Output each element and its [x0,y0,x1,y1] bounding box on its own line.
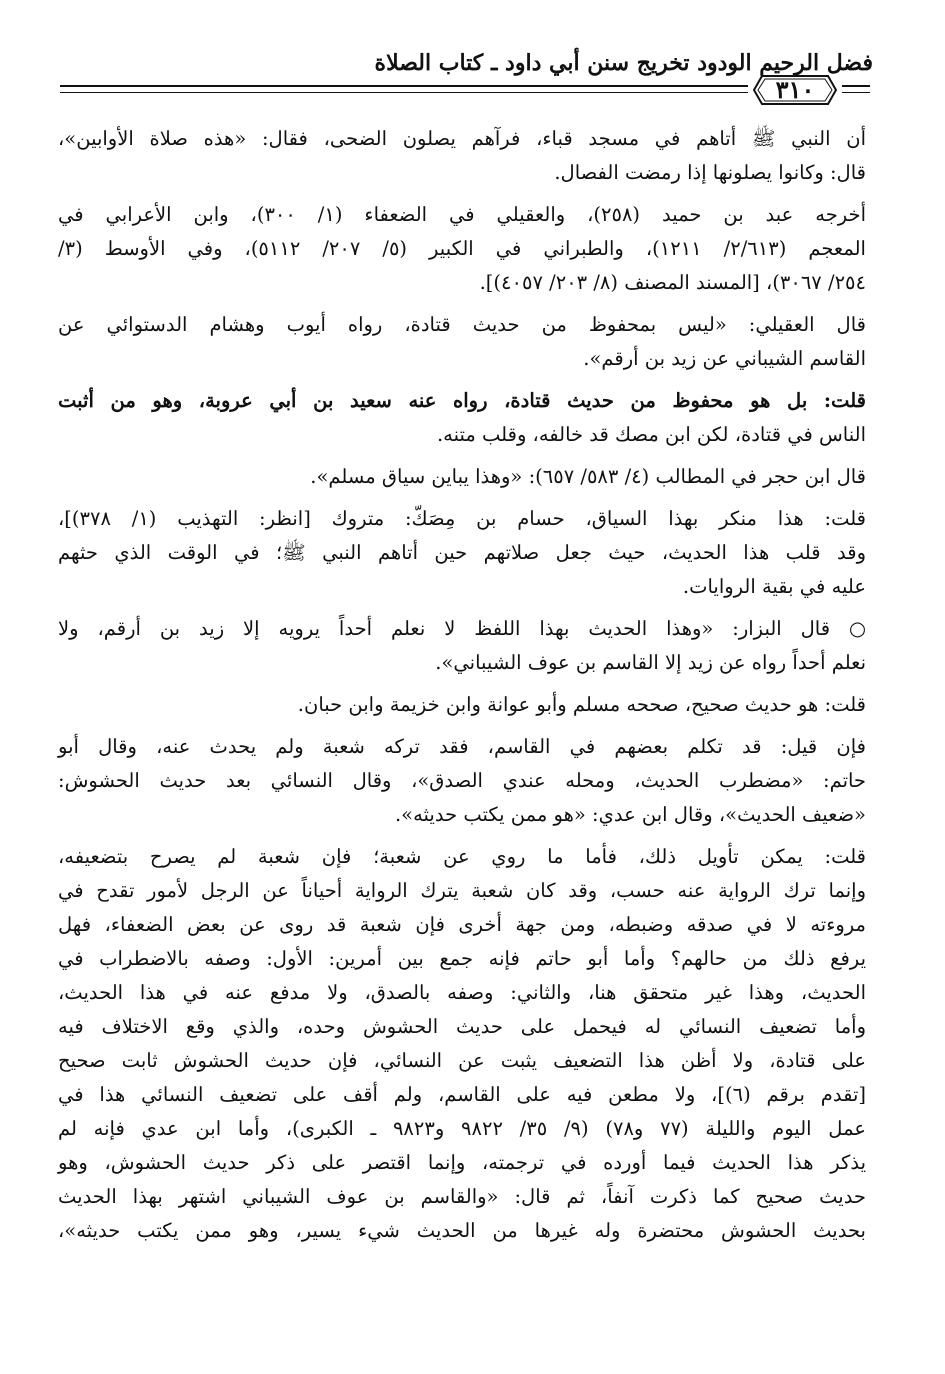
text-line: وأما تضعيف النسائي له فيحمل على حديث الحشوش وحده، والذي وقع الاختلاف فيه [58,1015,866,1038]
paragraph-10 [58,840,866,1248]
text-line: على قتادة، ولا أظن هذا التضعيف يثبت عن النسائي، فإن حديث الحشوش ثابت صحيح [58,1049,866,1072]
text-line: قال ابن حجر في المطالب (٤/ ٥٨٣/ ٦٥٧): «وهذا يباين سياق مسلم». [310,465,866,488]
text-line: قلت: بل هو محفوظ من حديث قتادة، رواه عنه سعيد بن أبي عروبة، وهو من أثبت [58,389,866,412]
paragraph-7 [58,612,866,680]
text-line: يرفع ذلك من حالهم؟ وأما أبو حاتم فإنه جمع بين أمرين: الأول: وصفه بالاضطراب في [58,947,866,970]
text-line: الناس في قتادة، لكن ابن مصك قد خالفه، وقلب متنه. [436,423,866,446]
text-line: القاسم الشيباني عن زيد بن أرقم». [583,347,866,370]
text-line: المعجم (٢/٦١٣/ ١٢١١)، والطبراني في الكبير (٥/ ٢٠٧/ ٥١١٢)، وفي الأوسط (٣/ [58,237,866,260]
running-header-title: فضل الرحيم الودود تخريج سنن أبي داود ـ كتاب الصلاة [374,50,873,76]
text-line: قلت: هو حديث صحيح، صححه مسلم وأبو عوانة وابن خزيمة وابن حبان. [297,693,866,716]
paragraph-2 [58,198,866,300]
text-line: عمل اليوم والليلة (٧٧ و٧٨) (٩/ ٣٥/ ٩٨٢٢ و٩٨٢٣ ـ الكبرى)، وأما ابن عدي فإنه لم [58,1117,866,1140]
page-number-frame [752,74,838,106]
text-line: أن النبي ﷺ أتاهم في مسجد قباء، فرآهم يصلون الضحى، فقال: «هذه صلاة الأوابين»، [58,127,866,150]
text-line: عليه في بقية الروايات. [682,575,866,598]
paragraph-8 [58,688,866,722]
text-line: الحديث، وهذا غير متحقق هنا، والثاني: وصفه بالصدق، ولا مدفع عنه في هذا الحديث، [58,981,866,1004]
text-line: [تقدم برقم (٦)]، ولا مطعن فيه على القاسم، ولم أقف على تضعيف النسائي هذا في [58,1083,867,1106]
paragraph-9 [58,730,866,832]
text-line: قال: وكانوا يصلونها إذا رمضت الفصال. [554,161,866,184]
header-rule-left-bottom [60,92,748,93]
header-rule-right-top [842,85,870,87]
text-line: حديث صحيح كما ذكرت آنفاً، ثم قال: «والقاسم بن عوف الشيباني اشتهر بهذا الحديث [58,1185,866,1208]
text-line: نعلم أحداً رواه عن زيد إلا القاسم بن عوف الشيباني». [435,651,866,674]
text-line: مروءته لا في صدقه وضبطه، ومن جهة أخرى فإن شعبة قد روى عن بعض الضعفاء، فهل [58,913,866,936]
page-number: ٣١٠ [775,75,815,104]
body-text [58,122,866,1256]
text-line: يذكر هذا الحديث فيما أورده في ترجمته، وإنما اقتصر على ذكر حديث الحشوش، وهو [58,1151,866,1174]
paragraph-1 [58,122,866,190]
text-line: ٢٥٤/ ٣٠٦٧)، [المسند المصنف (٨/ ٢٠٣/ ٤٠٥٧)]. [479,271,866,294]
text-line: قلت: يمكن تأويل ذلك، فأما ما روي عن شعبة؛ فإن شعبة لم يصرح بتضعيفه، [58,845,866,868]
text-line: بحديث الحشوش محتضرة وله غيرها من الحديث شيء يسير، وهو ممن يكتب حديثه»، [58,1219,866,1242]
paragraph-3 [58,308,866,376]
paragraph-5 [58,460,866,494]
text-line: وإنما ترك الرواية عنه حسب، وقد كان شعبة يترك الرواية أحياناً عن الرجل لأمور تقدح في [58,879,866,902]
paragraph-4 [58,384,866,452]
text-line: قلت: هذا منكر بهذا السياق، حسام بن مِصَكّ: متروك [انظر: التهذيب (١/ ٣٧٨)]، [58,507,866,530]
paragraph-6 [58,502,866,604]
text-line: وقد قلب هذا الحديث، حيث جعل صلاتهم حين أتاهم النبي ﷺ؛ في الوقت الذي حثهم [58,541,866,564]
text-line: قال العقيلي: «ليس بمحفوظ من حديث قتادة، رواه أيوب وهشام الدستوائي عن [58,313,866,336]
text-line: «ضعيف الحديث»، وقال ابن عدي: «هو ممن يكتب حديثه». [394,803,866,826]
text-line: فإن قيل: قد تكلم بعضهم في القاسم، فقد تركه شعبة ولم يحدث عنه، وقال أبو [58,735,866,758]
text-line: أخرجه عبد بن حميد (٢٥٨)، والعقيلي في الضعفاء (١/ ٣٠٠)، وابن الأعرابي في [58,203,866,226]
text-line: ○ قال البزار: «وهذا الحديث بهذا اللفظ لا نعلم أحداً يرويه إلا زيد بن أرقم، ولا [58,617,866,640]
header-rule-right-bottom [842,92,870,93]
header-rule-left-top [60,85,748,87]
text-line: حاتم: «مضطرب الحديث، ومحله عندي الصدق»، وقال النسائي بعد حديث الحشوش: [58,769,866,792]
